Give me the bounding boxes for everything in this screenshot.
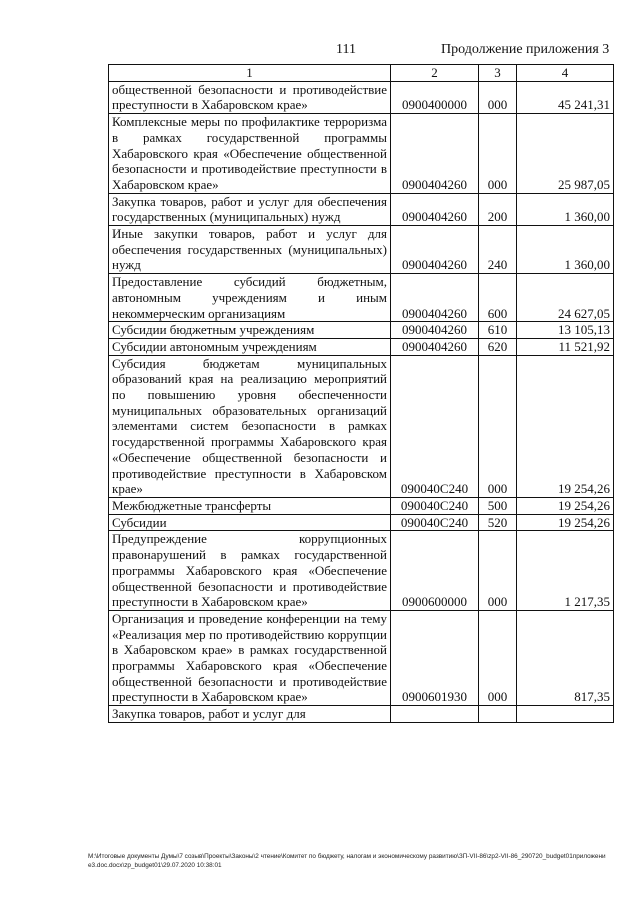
row-code-cell: 090040C240 — [391, 514, 479, 531]
row-code-cell: 0900404260 — [391, 114, 479, 194]
row-code-cell: 0900404260 — [391, 338, 479, 355]
row-code-cell: 0900404260 — [391, 226, 479, 274]
row-amount-cell: 19 254,26 — [517, 514, 614, 531]
column-header: 1 — [109, 65, 391, 82]
row-code-cell: 0900404260 — [391, 274, 479, 322]
row-amount-cell: 11 521,92 — [517, 338, 614, 355]
table-row — [109, 226, 614, 274]
row-code-cell: 0900600000 — [391, 531, 479, 611]
table-row — [109, 193, 614, 225]
row-name-cell: Субсидии бюджетным учреждениям — [109, 322, 391, 339]
row-amount-cell: 1 360,00 — [517, 226, 614, 274]
page-number: 111 — [336, 42, 356, 57]
row-type-cell: 200 — [479, 193, 517, 225]
row-type-cell: 000 — [479, 355, 517, 497]
row-type-cell: 000 — [479, 610, 517, 705]
row-name-cell: Комплексные меры по профилактике терроризма в рамках государственной программы Хабаровского края «Обеспечение общественной безопасности и противодействие преступности в Хабаровском крае» — [109, 114, 391, 194]
row-amount-cell: 19 254,26 — [517, 355, 614, 497]
row-name-cell: Субсидии автономным учреждениям — [109, 338, 391, 355]
table-row — [109, 114, 614, 194]
row-code-cell: 0900601930 — [391, 610, 479, 705]
table-row — [109, 355, 614, 497]
row-amount-cell: 45 241,31 — [517, 81, 614, 113]
table-row — [109, 514, 614, 531]
table-row — [109, 338, 614, 355]
row-type-cell — [479, 706, 517, 723]
row-type-cell: 000 — [479, 81, 517, 113]
row-type-cell: 610 — [479, 322, 517, 339]
row-amount-cell: 24 627,05 — [517, 274, 614, 322]
row-code-cell: 0900404260 — [391, 193, 479, 225]
row-amount-cell — [517, 706, 614, 723]
column-header: 4 — [517, 65, 614, 82]
row-type-cell: 620 — [479, 338, 517, 355]
row-type-cell: 600 — [479, 274, 517, 322]
table-row — [109, 531, 614, 611]
row-type-cell: 000 — [479, 114, 517, 194]
row-code-cell: 090040C240 — [391, 497, 479, 514]
budget-table — [108, 64, 614, 723]
row-amount-cell: 817,35 — [517, 610, 614, 705]
table-row — [109, 610, 614, 705]
table-row — [109, 274, 614, 322]
row-amount-cell: 19 254,26 — [517, 497, 614, 514]
row-amount-cell: 1 217,35 — [517, 531, 614, 611]
row-name-cell: Субсидия бюджетам муниципальных образований края на реализацию мероприятий по повышению уровня обеспеченности муниципальных образовательных организаций элементами систем безопасности в рамках государственной программы Хабаровского края «Обеспечение общественной безопасности и противодействие преступности в Хабаровском крае» — [109, 355, 391, 497]
row-name-cell: Межбюджетные трансферты — [109, 497, 391, 514]
row-name-cell: Иные закупки товаров, работ и услуг для обеспечения государственных (муниципальных) нужд — [109, 226, 391, 274]
row-code-cell: 0900404260 — [391, 322, 479, 339]
row-code-cell — [391, 706, 479, 723]
row-type-cell: 240 — [479, 226, 517, 274]
table-row — [109, 497, 614, 514]
table-row — [109, 706, 614, 723]
row-code-cell: 090040C240 — [391, 355, 479, 497]
row-name-cell: Предупреждение коррупционных правонарушений в рамках государственной программы Хабаровского края «Обеспечение общественной безопасности и противодействие преступности в Хабаровском крае» — [109, 531, 391, 611]
row-type-cell: 000 — [479, 531, 517, 611]
table-row — [109, 81, 614, 113]
row-name-cell: Закупка товаров, работ и услуг для обеспечения государственных (муниципальных) нужд — [109, 193, 391, 225]
row-type-cell: 500 — [479, 497, 517, 514]
row-type-cell: 520 — [479, 514, 517, 531]
row-code-cell: 0900400000 — [391, 81, 479, 113]
row-name-cell: Предоставление субсидий бюджетным, автономным учреждениям и иным некоммерческим организациям — [109, 274, 391, 322]
row-name-cell: Субсидии — [109, 514, 391, 531]
footer-file-path: M:\Итоговые документы Думы\7 созыв\Проекты\Законы\2 чтение\Комитет по бюджету, налогам и экономическому развитию\ЗП-VII-86\zp2-VII-86_290720_budget01приложение3.doc.docx\zp_budget01\29.07.2020 10:38:01 — [88, 853, 606, 869]
row-name-cell: общественной безопасности и противодействие преступности в Хабаровском крае» — [109, 81, 391, 113]
row-name-cell: Закупка товаров, работ и услуг для — [109, 706, 391, 723]
row-amount-cell: 13 105,13 — [517, 322, 614, 339]
row-amount-cell: 25 987,05 — [517, 114, 614, 194]
continuation-title: Продолжение приложения 3 — [441, 42, 610, 57]
column-header: 2 — [391, 65, 479, 82]
table-header-row — [109, 65, 614, 82]
table-row — [109, 322, 614, 339]
row-name-cell: Организация и проведение конференции на тему «Реализация мер по противодействию коррупции в Хабаровском крае» в рамках государственной программы Хабаровского края «Обеспечение общественной безопасности и противодействие преступности в Хабаровском крае» — [109, 610, 391, 705]
row-amount-cell: 1 360,00 — [517, 193, 614, 225]
column-header: 3 — [479, 65, 517, 82]
